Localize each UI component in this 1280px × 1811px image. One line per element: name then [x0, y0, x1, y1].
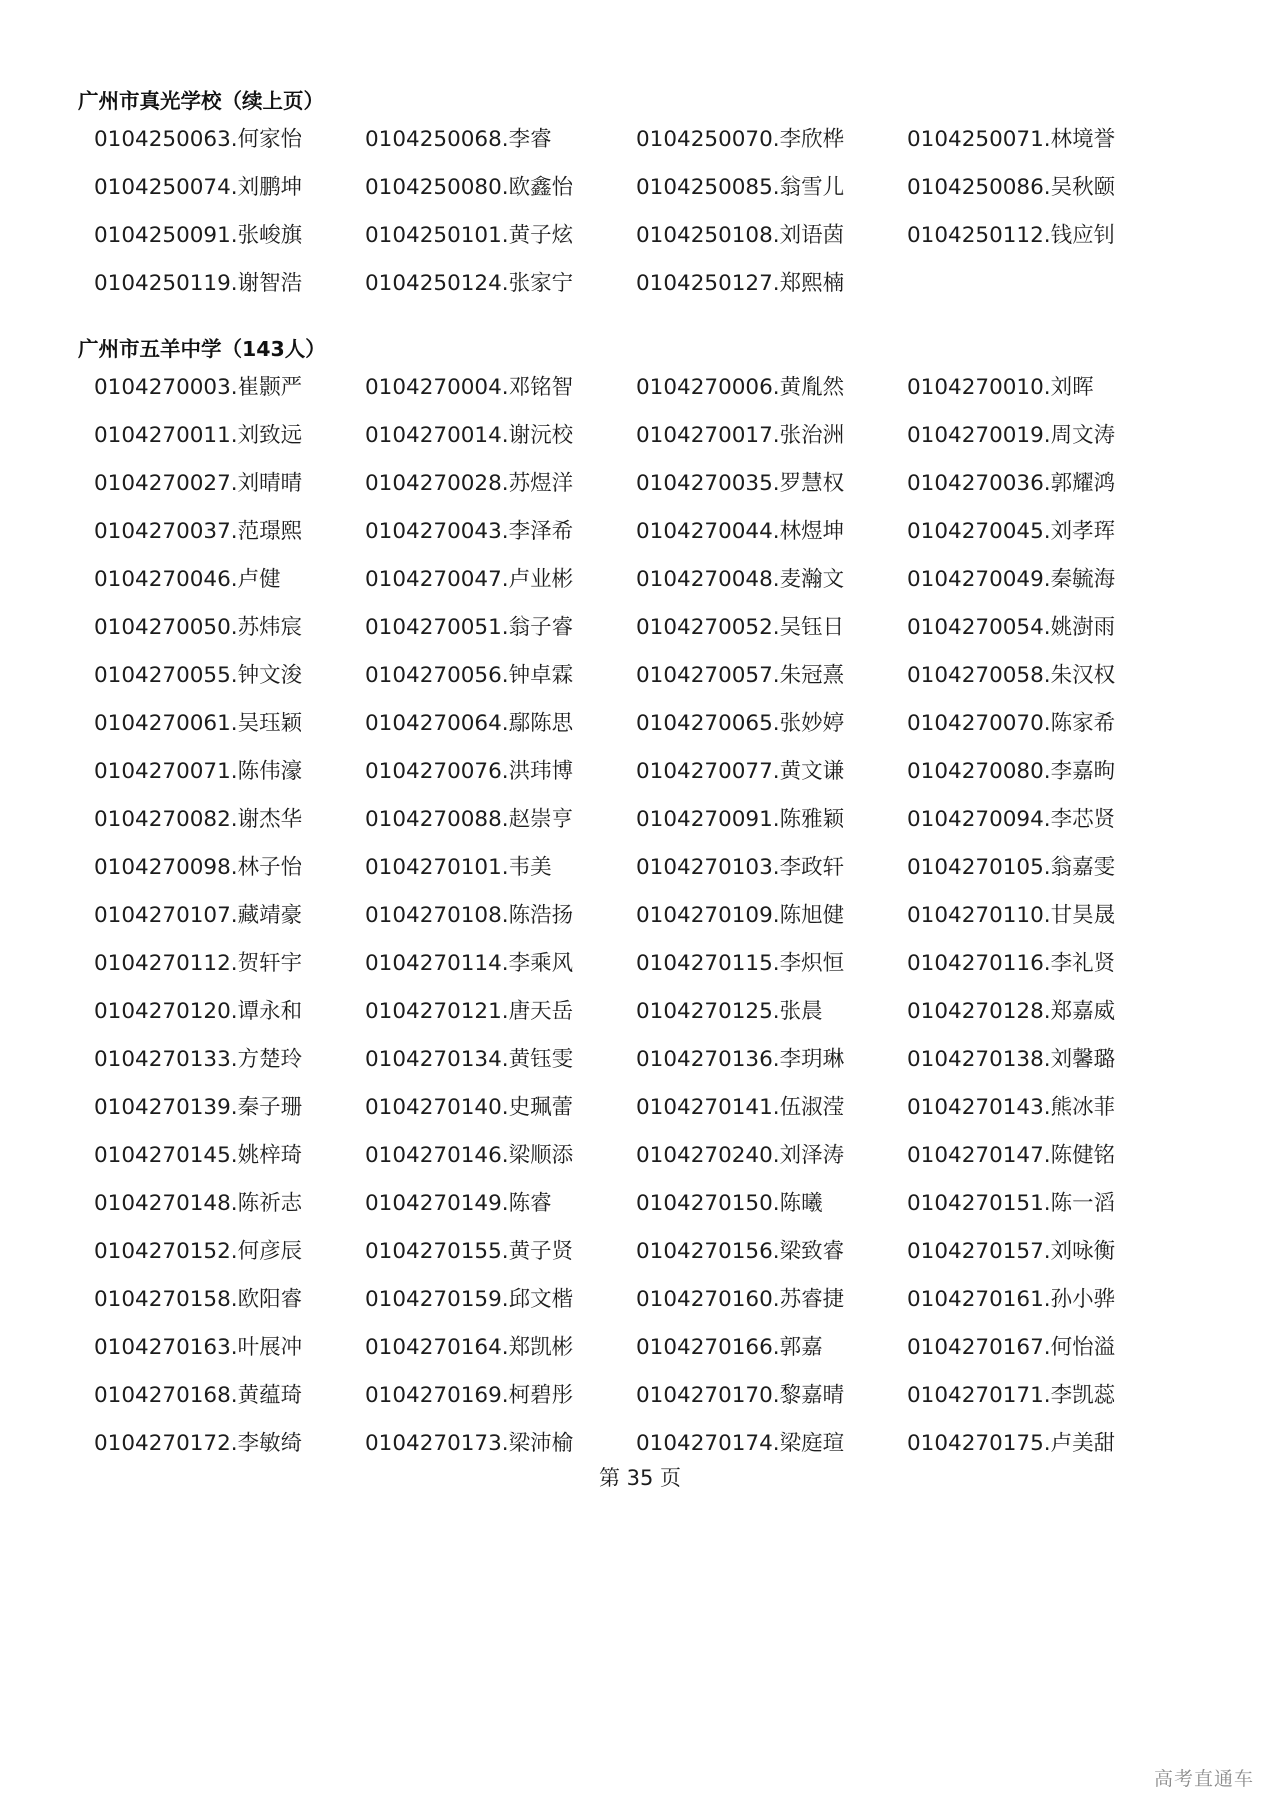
roster-entry: 0104270101.韦美: [365, 855, 552, 880]
roster-entry: 0104270136.李玥琳: [636, 1047, 845, 1072]
roster-entry: 0104270076.洪玮博: [365, 759, 574, 784]
roster-entry: 0104270058.朱汉权: [907, 663, 1116, 688]
roster-entry: 0104250127.郑熙楠: [636, 271, 845, 296]
roster-entry: 0104270133.方楚玲: [94, 1047, 303, 1072]
roster-entry: 0104270141.伍淑滢: [636, 1095, 845, 1120]
roster-entry: 0104270166.郭嘉: [636, 1335, 823, 1360]
roster-entry: 0104270125.张晨: [636, 999, 823, 1024]
section-title-wuyang: 广州市五羊中学（143人）: [78, 337, 326, 361]
roster-entry: 0104270109.陈旭健: [636, 903, 845, 928]
roster-entry: 0104270105.翁嘉雯: [907, 855, 1116, 880]
roster-entry: 0104270159.邱文楷: [365, 1287, 574, 1312]
roster-entry: 0104270017.张治洲: [636, 423, 845, 448]
roster-entry: 0104270121.唐天岳: [365, 999, 574, 1024]
roster-entry: 0104250091.张峻旗: [94, 223, 303, 248]
roster-entry: 0104270082.谢杰华: [94, 807, 303, 832]
roster-entry: 0104270055.钟文浚: [94, 663, 303, 688]
roster-entry: 0104250112.钱应钊: [907, 223, 1116, 248]
roster-entry: 0104270172.李敏绮: [94, 1431, 303, 1456]
roster-entry: 0104270155.黄子贤: [365, 1239, 574, 1264]
roster-entry: 0104270065.张妙婷: [636, 711, 845, 736]
roster-entry: 0104270110.甘昊晟: [907, 903, 1116, 928]
roster-entry: 0104270048.麦瀚文: [636, 567, 845, 592]
roster-entry: 0104270112.贺轩宇: [94, 951, 303, 976]
roster-entry: 0104250080.欧鑫怡: [365, 175, 574, 200]
roster-entry: 0104270094.李芯贤: [907, 807, 1116, 832]
watermark-text: 高考直通车: [1153, 1768, 1254, 1790]
roster-entry: 0104270071.陈伟濠: [94, 759, 303, 784]
roster-entry: 0104270168.黄蕴琦: [94, 1383, 303, 1408]
roster-entry: 0104270037.范璟熙: [94, 519, 303, 544]
roster-entry: 0104270164.郑凯彬: [365, 1335, 574, 1360]
roster-entry: 0104270019.周文涛: [907, 423, 1116, 448]
roster-entry: 0104270010.刘晖: [907, 375, 1094, 400]
roster-entry: 0104270004.邓铭智: [365, 375, 574, 400]
roster-entry: 0104250108.刘语茵: [636, 223, 845, 248]
roster-entry: 0104270170.黎嘉晴: [636, 1383, 845, 1408]
roster-entry: 0104250070.李欣桦: [636, 127, 845, 152]
roster-entry: 0104270116.李礼贤: [907, 951, 1116, 976]
roster-entry: 0104250124.张家宁: [365, 271, 574, 296]
roster-entry: 0104270167.何怡溢: [907, 1335, 1116, 1360]
roster-entry: 0104270138.刘馨璐: [907, 1047, 1116, 1072]
roster-entry: 0104270091.陈雅颖: [636, 807, 845, 832]
roster-entry: 0104270151.陈一滔: [907, 1191, 1116, 1216]
roster-entry: 0104270108.陈浩扬: [365, 903, 574, 928]
roster-entry: 0104270156.梁致睿: [636, 1239, 845, 1264]
roster-entry: 0104270035.罗慧权: [636, 471, 845, 496]
roster-entry: 0104270143.熊冰菲: [907, 1095, 1116, 1120]
roster-entry: 0104270134.黄钰雯: [365, 1047, 574, 1072]
roster-entry: 0104270158.欧阳睿: [94, 1287, 303, 1312]
roster-entry: 0104270047.卢业彬: [365, 567, 574, 592]
roster-entry: 0104270028.苏煜洋: [365, 471, 574, 496]
roster-entry: 0104250071.林境誉: [907, 127, 1116, 152]
roster-entry: 0104270139.秦子珊: [94, 1095, 303, 1120]
roster-entry: 0104270054.姚澍雨: [907, 615, 1116, 640]
roster-entry: 0104270152.何彦辰: [94, 1239, 303, 1264]
roster-entry: 0104270045.刘孝珲: [907, 519, 1116, 544]
roster-entry: 0104270044.林煜坤: [636, 519, 845, 544]
roster-entry: 0104270103.李政轩: [636, 855, 845, 880]
roster-entry: 0104250086.吴秋颐: [907, 175, 1116, 200]
roster-entry: 0104270056.钟卓霖: [365, 663, 574, 688]
page-number: 第 35 页: [598, 1466, 682, 1490]
roster-entry: 0104270036.郭耀鸿: [907, 471, 1116, 496]
roster-entry: 0104270027.刘晴晴: [94, 471, 303, 496]
roster-entry: 0104270050.苏炜宸: [94, 615, 303, 640]
roster-entry: 0104270174.梁庭瑄: [636, 1431, 845, 1456]
roster-entry: 0104270051.翁子睿: [365, 615, 574, 640]
roster-grid-zhenguang: [94, 116, 1178, 308]
roster-entry: 0104270169.柯碧彤: [365, 1383, 574, 1408]
roster-entry: 0104250074.刘鹏坤: [94, 175, 303, 200]
roster-entry: 0104270098.林子怡: [94, 855, 303, 880]
roster-entry: 0104270107.藏靖豪: [94, 903, 303, 928]
roster-entry: 0104270061.吴珏颖: [94, 711, 303, 736]
roster-entry: 0104270148.陈祈志: [94, 1191, 303, 1216]
roster-entry: 0104270146.梁顺添: [365, 1143, 574, 1168]
roster-entry: 0104270070.陈家希: [907, 711, 1116, 736]
roster-entry: 0104270003.崔颢严: [94, 375, 303, 400]
roster-entry: 0104270240.刘泽涛: [636, 1143, 845, 1168]
roster-entry: 0104270175.卢美甜: [907, 1431, 1116, 1456]
roster-entry: 0104270157.刘咏衡: [907, 1239, 1116, 1264]
roster-entry: 0104270120.谭永和: [94, 999, 303, 1024]
roster-entry: 0104270049.秦毓海: [907, 567, 1116, 592]
roster-entry: 0104250085.翁雪儿: [636, 175, 845, 200]
roster-entry: 0104270150.陈曦: [636, 1191, 823, 1216]
roster-entry: 0104270088.赵崇亨: [365, 807, 574, 832]
roster-entry: 0104270163.叶展冲: [94, 1335, 303, 1360]
roster-entry: 0104270043.李泽希: [365, 519, 574, 544]
roster-entry: 0104270140.史珮蕾: [365, 1095, 574, 1120]
roster-entry: 0104270115.李炽恒: [636, 951, 845, 976]
roster-entry: 0104270014.谢沅校: [365, 423, 574, 448]
section-title-zhenguang: 广州市真光学校（续上页）: [78, 89, 324, 113]
roster-entry: 0104270064.鄢陈思: [365, 711, 574, 736]
roster-entry: 0104250068.李睿: [365, 127, 552, 152]
roster-entry: 0104270147.陈健铭: [907, 1143, 1116, 1168]
roster-entry: 0104270145.姚梓琦: [94, 1143, 303, 1168]
roster-entry: 0104270160.苏睿捷: [636, 1287, 845, 1312]
roster-entry: 0104270114.李乘风: [365, 951, 574, 976]
roster-entry: 0104250101.黄子炫: [365, 223, 574, 248]
roster-grid-wuyang: [94, 364, 1178, 1468]
roster-entry: 0104270171.李凯蕊: [907, 1383, 1116, 1408]
roster-entry: 0104270080.李嘉昫: [907, 759, 1116, 784]
roster-entry: 0104270077.黄文谦: [636, 759, 845, 784]
roster-entry: 0104250063.何家怡: [94, 127, 303, 152]
roster-entry: 0104270161.孙小骅: [907, 1287, 1116, 1312]
roster-entry: 0104270128.郑嘉威: [907, 999, 1116, 1024]
roster-entry: 0104270149.陈睿: [365, 1191, 552, 1216]
roster-entry: 0104270057.朱冠熹: [636, 663, 845, 688]
roster-entry: 0104270052.吴钰日: [636, 615, 845, 640]
roster-entry: 0104270046.卢健: [94, 567, 281, 592]
roster-entry: 0104270006.黄胤然: [636, 375, 845, 400]
roster-entry: 0104250119.谢智浩: [94, 271, 303, 296]
roster-entry: 0104270011.刘致远: [94, 423, 303, 448]
roster-entry: 0104270173.梁沛榆: [365, 1431, 574, 1456]
